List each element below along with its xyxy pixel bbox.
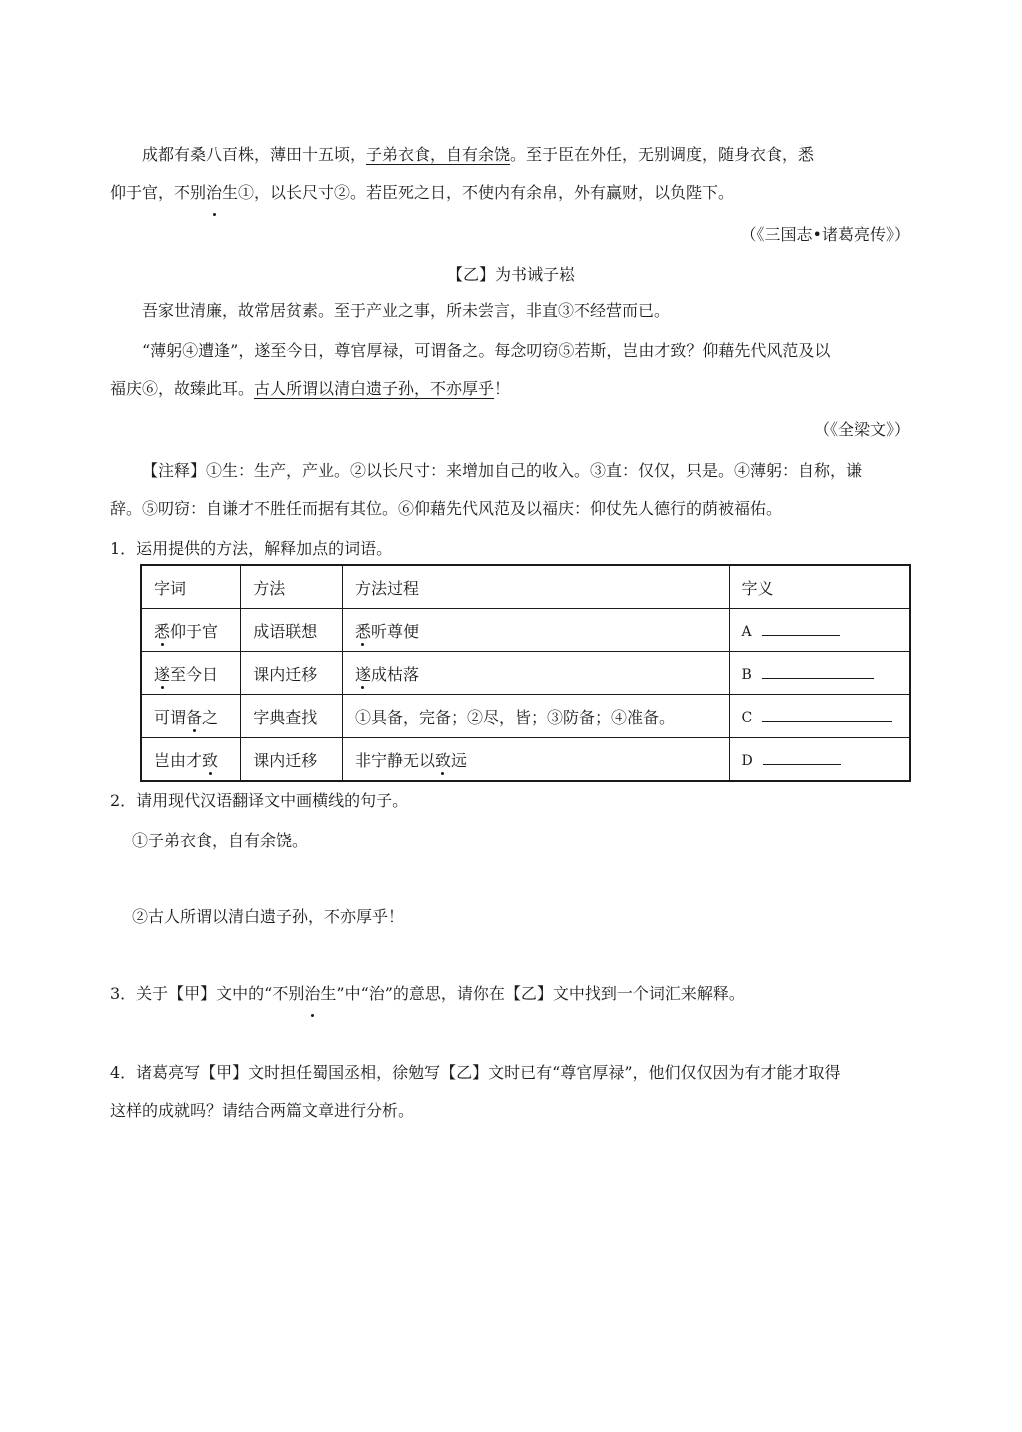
question-2-prompt: 2．请用现代汉语翻译文中画横线的句子。 [110,791,409,810]
jia-text: 成都有桑八百株，薄田十五顷， [142,145,367,164]
question-3-post: 生”中“治”的意思，请你在【乙】文中找到一个词汇来解释。 [320,984,745,1003]
word-table [140,564,911,782]
word-cell [141,738,241,782]
method-cell: 成语联想 [241,609,343,652]
table-row [141,609,910,652]
answer-blank-d[interactable] [763,750,841,765]
process-pre: 非宁静无以 [354,750,435,770]
process-rest: 听尊便 [370,621,419,641]
jia-source: （《三国志•诸葛亮传》） [740,225,910,244]
process-rest: 成枯落 [370,664,419,684]
header-cell: 方法过程 [342,565,729,609]
method-cell: 课内迁移 [241,738,343,782]
answer-blank-b[interactable] [762,664,874,679]
dotted-char: 遂 [355,662,371,685]
word-pre: 岂由才 [154,750,203,770]
dotted-char: 备 [186,705,202,728]
dotted-char: 悉 [154,619,170,642]
yi-paragraph-1: 吾家世清廉，故常居贫素。至于产业之事，所未尝言，非直③不经营而已。 [142,301,671,320]
dotted-char-zhi: 治 [304,975,320,1013]
notes-line2: 辞。⑤叨窃：自谦才不胜任而据有其位。⑥仰藉先代风范及以福庆：仰仗先人德行的荫被福佑。 [110,499,783,518]
process-cell: ①具备，完备；②尽，皆；③防备；④准备。 [342,695,729,738]
process-cell [342,652,729,695]
table-row [141,652,910,695]
question-4-line1: 4．诸葛亮写【甲】文时担任蜀国丞相，徐勉写【乙】文时已有“尊官厚禄”，他们仅仅因为有才能才取得 [110,1063,841,1082]
jia-paragraph-line2 [110,174,910,212]
table-row [141,738,910,782]
header-cell: 方法 [241,565,343,609]
header-cell: 字词 [141,565,241,609]
jia-paragraph [110,136,910,174]
process-cell [342,609,729,652]
header-cell: 字义 [729,565,910,609]
question-2-sentence-1: ①子弟衣食，自有余饶。 [132,831,309,850]
blank-letter: C [741,709,753,726]
blank-letter: B [741,666,752,683]
jia-underlined-sentence: 子弟衣食，自有余饶 [366,145,511,164]
yi-text: ！ [494,379,511,398]
word-rest: 仰于官 [170,621,219,641]
dotted-char: 悉 [355,619,371,642]
dotted-char: 致 [435,748,451,771]
answer-blank-c[interactable] [762,707,892,722]
dotted-char: 致 [202,748,218,771]
method-cell: 字典查找 [241,695,343,738]
jia-text: 仰于官，不别 [110,183,207,202]
dotted-char-zhi: 治 [206,174,222,212]
yi-source: （《全梁文》） [813,420,910,439]
meaning-cell [729,652,910,695]
method-cell: 课内迁移 [241,652,343,695]
word-pre: 可谓 [154,707,187,727]
word-rest: 至今日 [170,664,219,684]
yi-paragraph-2: “薄躬④遭逢”，遂至今日，尊官厚禄，可谓备之。每念叨窃⑤若斯，岂由才致？仰藉先代风范及以 [142,341,831,360]
meaning-cell [729,695,910,738]
jia-text: 。至于臣在外任，无别调度，随身衣食，悉 [510,145,815,164]
notes-line1: 【注释】①生：生产，产业。②以长尺寸：来增加自己的收入。③直：仅仅，只是。④薄躬：自称，谦 [142,461,863,480]
jia-text: 生①，以长尺寸②。若臣死之日，不使内有余帛，外有赢财，以负陛下。 [222,183,735,202]
yi-title: 【乙】为书诫子崧 [446,265,575,284]
table-header-row [141,565,910,609]
word-cell [141,652,241,695]
process-cell [342,738,729,782]
blank-letter: A [741,623,752,640]
word-cell [141,695,241,738]
question-3-pre: 3．关于【甲】文中的“不别 [110,984,305,1003]
dotted-char: 遂 [154,662,170,685]
process-rest: 远 [451,750,468,770]
blank-letter: D [741,752,753,769]
table-row [141,695,910,738]
yi-paragraph-2-line2 [110,370,910,408]
answer-blank-a[interactable] [762,621,840,636]
meaning-cell [729,738,910,782]
yi-text: 福庆⑥，故臻此耳。 [110,379,255,398]
question-1-prompt: 1．运用提供的方法，解释加点的词语。 [110,539,393,558]
question-2-sentence-2: ②古人所谓以清白遗子孙，不亦厚乎！ [132,907,405,926]
word-cell [141,609,241,652]
word-rest: 之 [202,707,219,727]
question-3 [110,975,910,1013]
meaning-cell [729,609,910,652]
yi-underlined-sentence: 古人所谓以清白遗子孙，不亦厚乎 [254,379,495,398]
question-4-line2: 这样的成就吗？请结合两篇文章进行分析。 [110,1101,415,1120]
